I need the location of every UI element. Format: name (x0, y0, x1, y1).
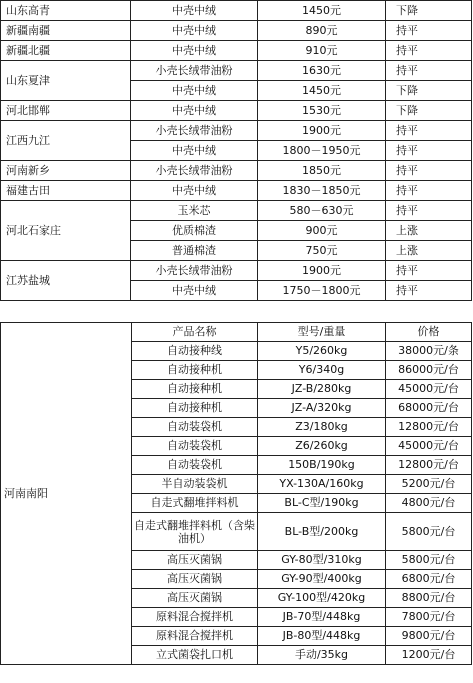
model-cell: GY-90型/400kg (258, 570, 386, 589)
price-cell: 5800元/台 (386, 513, 472, 551)
price-table-materials (0, 0, 472, 301)
product-cell: 小壳长绒带油粉 (131, 261, 258, 281)
trend-cell: 下降 (386, 81, 472, 101)
trend-cell: 持平 (386, 61, 472, 81)
product-cell: 高压灭菌锅 (132, 551, 258, 570)
trend-cell: 持平 (386, 161, 472, 181)
price-cell: 890元 (258, 21, 386, 41)
location-cell: 山东夏津 (1, 61, 131, 101)
model-cell: Y5/260kg (258, 342, 386, 361)
product-cell: 原料混合搅拌机 (132, 608, 258, 627)
trend-cell: 持平 (386, 21, 472, 41)
trend-cell: 上涨 (386, 241, 472, 261)
product-cell: 自动接种机 (132, 399, 258, 418)
table-row (1, 261, 472, 281)
model-cell: GY-80型/310kg (258, 551, 386, 570)
location-cell: 河北邯郸 (1, 101, 131, 121)
price-cell: 5200元/台 (386, 475, 472, 494)
location-cell: 河北石家庄 (1, 201, 131, 261)
trend-cell: 持平 (386, 121, 472, 141)
price-cell: 9800元/台 (386, 627, 472, 646)
model-cell: JB-80型/448kg (258, 627, 386, 646)
product-cell: 自动装袋机 (132, 437, 258, 456)
trend-cell: 持平 (386, 261, 472, 281)
model-cell: YX-130A/160kg (258, 475, 386, 494)
price-cell: 1630元 (258, 61, 386, 81)
trend-cell: 持平 (386, 281, 472, 301)
trend-cell: 上涨 (386, 221, 472, 241)
table-row (1, 41, 472, 61)
table-row (1, 101, 472, 121)
location-cell: 新疆南疆 (1, 21, 131, 41)
price-cell: 12800元/台 (386, 456, 472, 475)
price-cell: 4800元/台 (386, 494, 472, 513)
product-cell: 原料混合搅拌机 (132, 627, 258, 646)
section-spacer (0, 299, 473, 321)
product-cell: 高压灭菌锅 (132, 570, 258, 589)
product-cell: 中壳中绒 (131, 281, 258, 301)
price-cell: 5800元/台 (386, 551, 472, 570)
price-cell: 1800－1950元 (258, 141, 386, 161)
model-cell: BL-B型/200kg (258, 513, 386, 551)
model-cell: GY-100型/420kg (258, 589, 386, 608)
location-cell: 福建古田 (1, 181, 131, 201)
price-cell: 1900元 (258, 121, 386, 141)
product-cell: 优质棉渣 (131, 221, 258, 241)
price-cell: 68000元/台 (386, 399, 472, 418)
product-cell: 中壳中绒 (131, 41, 258, 61)
price-cell: 1900元 (258, 261, 386, 281)
product-cell: 中壳中绒 (131, 81, 258, 101)
product-cell: 普通棉渣 (131, 241, 258, 261)
trend-cell: 下降 (386, 101, 472, 121)
price-cell: 1850元 (258, 161, 386, 181)
table-row (1, 21, 472, 41)
location-cell: 江西九江 (1, 121, 131, 161)
product-cell: 中壳中绒 (131, 101, 258, 121)
model-cell: 150B/190kg (258, 456, 386, 475)
table-row (1, 181, 472, 201)
table-row (1, 201, 472, 221)
model-cell: JB-70型/448kg (258, 608, 386, 627)
product-cell: 半自动装袋机 (132, 475, 258, 494)
column-header-price: 价格 (386, 323, 472, 342)
price-cell: 7800元/台 (386, 608, 472, 627)
table-row (1, 121, 472, 141)
product-cell: 高压灭菌锅 (132, 589, 258, 608)
product-cell: 自动接种机 (132, 361, 258, 380)
price-cell: 1450元 (258, 1, 386, 21)
trend-cell: 持平 (386, 141, 472, 161)
model-cell: Z3/180kg (258, 418, 386, 437)
product-cell: 中壳中绒 (131, 181, 258, 201)
column-header-name: 产品名称 (132, 323, 258, 342)
price-cell: 900元 (258, 221, 386, 241)
price-cell: 6800元/台 (386, 570, 472, 589)
table-row (1, 161, 472, 181)
trend-cell: 持平 (386, 201, 472, 221)
product-cell: 自动装袋机 (132, 418, 258, 437)
location-cell: 河南新乡 (1, 161, 131, 181)
column-header-model: 型号/重量 (258, 323, 386, 342)
price-cell: 750元 (258, 241, 386, 261)
product-cell: 中壳中绒 (131, 141, 258, 161)
product-cell: 小壳长绒带油粉 (131, 61, 258, 81)
product-cell: 自动接种线 (132, 342, 258, 361)
price-cell: 580－630元 (258, 201, 386, 221)
product-cell: 自动装袋机 (132, 456, 258, 475)
header-row (1, 323, 472, 342)
model-cell: Y6/340g (258, 361, 386, 380)
price-cell: 45000元/台 (386, 437, 472, 456)
price-cell: 1750－1800元 (258, 281, 386, 301)
price-cell: 1830－1850元 (258, 181, 386, 201)
table-row (1, 61, 472, 81)
table-row (1, 1, 472, 21)
product-cell: 小壳长绒带油粉 (131, 121, 258, 141)
price-cell: 1530元 (258, 101, 386, 121)
product-cell: 自动接种机 (132, 380, 258, 399)
model-cell: BL-C型/190kg (258, 494, 386, 513)
price-cell: 38000元/条 (386, 342, 472, 361)
product-cell: 自走式翻堆拌料机 (132, 494, 258, 513)
product-cell: 小壳长绒带油粉 (131, 161, 258, 181)
product-cell: 玉米芯 (131, 201, 258, 221)
location-cell: 山东高青 (1, 1, 131, 21)
price-table-machinery (0, 322, 472, 665)
trend-cell: 持平 (386, 181, 472, 201)
product-cell: 中壳中绒 (131, 1, 258, 21)
price-cell: 1200元/台 (386, 646, 472, 665)
price-cell: 45000元/台 (386, 380, 472, 399)
product-cell: 立式菌袋扎口机 (132, 646, 258, 665)
product-cell: 自走式翻堆拌料机（含柴油机） (132, 513, 258, 551)
model-cell: JZ-B/280kg (258, 380, 386, 399)
product-cell: 中壳中绒 (131, 21, 258, 41)
price-cell: 1450元 (258, 81, 386, 101)
price-cell: 910元 (258, 41, 386, 61)
trend-cell: 持平 (386, 41, 472, 61)
price-cell: 12800元/台 (386, 418, 472, 437)
location-cell: 河南南阳 (1, 323, 132, 665)
trend-cell: 下降 (386, 1, 472, 21)
model-cell: JZ-A/320kg (258, 399, 386, 418)
location-cell: 新疆北疆 (1, 41, 131, 61)
price-cell: 86000元/台 (386, 361, 472, 380)
model-cell: 手动/35kg (258, 646, 386, 665)
price-cell: 8800元/台 (386, 589, 472, 608)
model-cell: Z6/260kg (258, 437, 386, 456)
location-cell: 江苏盐城 (1, 261, 131, 301)
